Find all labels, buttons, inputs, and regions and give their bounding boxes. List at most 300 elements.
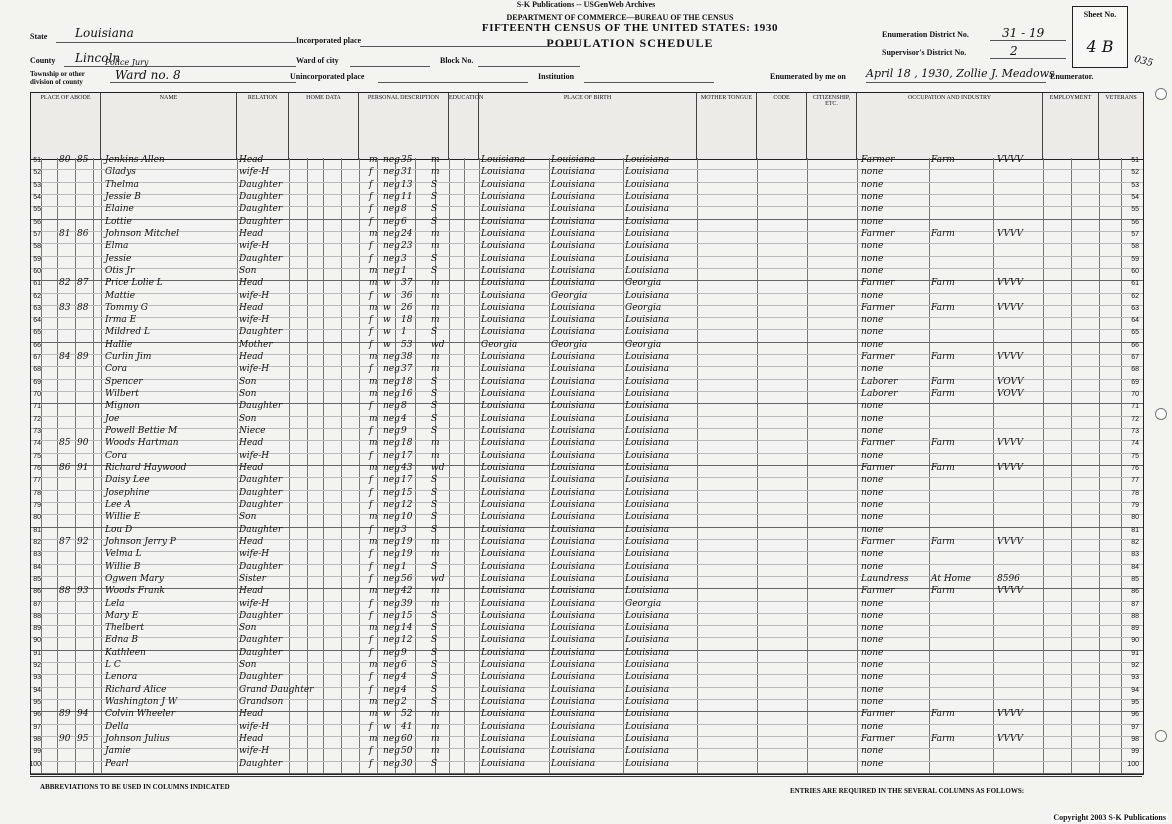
cell-pob: Louisiana xyxy=(481,204,526,215)
line-number: 54 xyxy=(33,193,41,201)
cell-pobm: Louisiana xyxy=(625,265,670,276)
col-citizenship: CITIZENSHIP, ETC. xyxy=(807,93,857,159)
cell-race: neg xyxy=(383,536,400,547)
cell-pobm: Louisiana xyxy=(625,228,670,239)
cell-pobm: Georgia xyxy=(625,278,662,289)
cell-name: Cora xyxy=(105,450,127,461)
cell-pobm: Louisiana xyxy=(625,635,670,646)
cell-pobm: Louisiana xyxy=(625,389,670,400)
cell-pob: Louisiana xyxy=(481,265,526,276)
cell-occ: none xyxy=(861,549,884,560)
cell-age: 43 xyxy=(401,463,413,473)
cell-ms: S xyxy=(431,758,438,769)
cell-ms: S xyxy=(431,512,438,523)
line-number-right: 71 xyxy=(1131,403,1139,411)
cell-ms: S xyxy=(431,265,438,276)
cell-occ: none xyxy=(861,339,884,350)
institution-label: Institution xyxy=(538,72,575,81)
cell-sex: m xyxy=(369,709,378,720)
line-number: 86 xyxy=(33,588,41,596)
cell-ms: S xyxy=(431,684,438,695)
cell-ms: S xyxy=(431,561,438,572)
cell-ind: Farm xyxy=(931,228,955,239)
line-number-right: 62 xyxy=(1131,292,1139,300)
cell-rel: Daughter xyxy=(239,610,283,621)
cell-name: Irma E xyxy=(105,315,137,326)
cell-ms: m xyxy=(431,302,440,313)
cell-occ: none xyxy=(861,524,884,535)
cell-race: neg xyxy=(383,512,400,523)
cell-rel: Head xyxy=(239,278,264,289)
cell-fam: 92 xyxy=(77,536,89,547)
cell-pobm: Louisiana xyxy=(625,315,670,326)
cell-ms: S xyxy=(431,413,438,424)
col-veterans: VETERANS xyxy=(1105,95,1137,101)
cell-rel: wife-H xyxy=(239,364,270,375)
line-number-right: 61 xyxy=(1131,280,1139,288)
line-number: 56 xyxy=(33,218,41,226)
cell-age: 1 xyxy=(401,561,407,572)
cell-ms: m xyxy=(431,228,440,239)
cell-pobf: Louisiana xyxy=(551,746,596,757)
cell-race: neg xyxy=(383,746,400,757)
cell-name: Johnson Jerry P xyxy=(105,536,176,547)
cell-age: 53 xyxy=(401,339,413,350)
enumerator-label: Enumerator. xyxy=(1050,72,1094,81)
cell-race: neg xyxy=(383,364,400,375)
cell-race: w xyxy=(383,709,391,720)
cell-rel: wife-H xyxy=(239,450,270,461)
cell-race: neg xyxy=(383,487,400,498)
cell-ms: S xyxy=(431,697,438,708)
cell-pob: Louisiana xyxy=(481,389,526,400)
cell-ms: S xyxy=(431,487,438,498)
line-number: 66 xyxy=(33,341,41,349)
cell-race: neg xyxy=(383,155,400,165)
cell-sex: f xyxy=(369,450,373,461)
entries-note: ENTRIES ARE REQUIRED IN THE SEVERAL COLUMNS AS FOLLOWS: xyxy=(790,787,1025,795)
cell-race: neg xyxy=(383,438,400,449)
cell-age: 8 xyxy=(401,204,407,215)
cell-occ: none xyxy=(861,204,884,215)
line-number: 51 xyxy=(33,157,41,164)
cell-pobm: Louisiana xyxy=(625,450,670,461)
cell-race: neg xyxy=(383,758,400,769)
enum-district-value: 31 - 19 xyxy=(1002,26,1045,40)
cell-pobm: Louisiana xyxy=(625,413,670,424)
cell-age: 9 xyxy=(401,647,407,658)
cell-sex: f xyxy=(369,549,373,560)
cell-race: neg xyxy=(383,216,400,227)
cell-pob: Louisiana xyxy=(481,463,526,473)
incorporated-label: Incorporated place xyxy=(296,36,362,45)
cell-code: VVVV xyxy=(997,734,1023,745)
cell-age: 16 xyxy=(401,389,413,400)
cell-ms: S xyxy=(431,253,438,264)
line-number: 92 xyxy=(33,662,41,670)
cell-fam: 91 xyxy=(77,463,89,473)
cell-rel: Head xyxy=(239,302,264,313)
cell-dw: 85 xyxy=(59,438,71,449)
cell-occ: Farmer xyxy=(861,536,895,547)
binding-hole-top xyxy=(1155,88,1167,100)
binding-hole-middle xyxy=(1155,408,1167,420)
cell-ind: Farm xyxy=(931,302,955,313)
cell-pobf: Louisiana xyxy=(551,364,596,375)
line-number-right: 86 xyxy=(1131,588,1139,596)
cell-pob: Louisiana xyxy=(481,426,526,437)
cell-rel: Daughter xyxy=(239,524,283,535)
cell-code: VOVV xyxy=(997,376,1024,387)
cell-name: Lottie xyxy=(105,216,132,227)
line-number: 80 xyxy=(33,514,41,522)
cell-rel: Head xyxy=(239,536,264,547)
line-number-right: 73 xyxy=(1131,428,1139,436)
cell-pobf: Georgia xyxy=(551,290,588,301)
cell-sex: m xyxy=(369,438,378,449)
cell-age: 13 xyxy=(401,179,413,190)
line-number-right: 94 xyxy=(1131,686,1139,694)
cell-pobf: Louisiana xyxy=(551,549,596,560)
cell-ms: S xyxy=(431,376,438,387)
cell-age: 4 xyxy=(401,672,407,683)
cell-pob: Louisiana xyxy=(481,315,526,326)
cell-rel: wife-H xyxy=(239,315,270,326)
cell-name: L C xyxy=(105,660,121,671)
cell-pob: Louisiana xyxy=(481,401,526,412)
cell-ind: Farm xyxy=(931,155,955,165)
cell-rel: wife-H xyxy=(239,549,270,560)
cell-sex: f xyxy=(369,721,373,732)
cell-name: Ogwen Mary xyxy=(105,573,164,584)
cell-ms: wd xyxy=(431,463,445,473)
line-number: 53 xyxy=(33,181,41,189)
cell-pob: Louisiana xyxy=(481,155,526,165)
cell-ms: m xyxy=(431,278,440,289)
line-number-right: 98 xyxy=(1131,736,1139,744)
sheet-number-box xyxy=(1072,6,1128,68)
col-employment: EMPLOYMENT xyxy=(1043,93,1099,159)
line-number-right: 99 xyxy=(1131,748,1139,756)
cell-ms: S xyxy=(431,647,438,658)
cell-age: 39 xyxy=(401,598,413,609)
cell-occ: none xyxy=(861,697,884,708)
cell-race: neg xyxy=(383,167,400,178)
cell-pobm: Louisiana xyxy=(625,561,670,572)
cell-pobm: Louisiana xyxy=(625,647,670,658)
line-number: 57 xyxy=(33,230,41,238)
cell-pobm: Louisiana xyxy=(625,376,670,387)
cell-rel: Head xyxy=(239,463,264,473)
cell-name: Mildred L xyxy=(105,327,150,338)
cell-rel: wife-H xyxy=(239,721,270,732)
cell-sex: f xyxy=(369,426,373,437)
census-title: FIFTEENTH CENSUS OF THE UNITED STATES: 1930 xyxy=(481,22,779,34)
cell-ms: S xyxy=(431,623,438,634)
cell-pob: Louisiana xyxy=(481,376,526,387)
cell-pobm: Louisiana xyxy=(625,758,670,769)
abbreviations-title: ABBREVIATIONS TO BE USED IN COLUMNS INDICATED xyxy=(40,783,230,791)
cell-ms: m xyxy=(431,450,440,461)
cell-ms: S xyxy=(431,499,438,510)
line-number: 64 xyxy=(33,317,41,325)
line-number-right: 89 xyxy=(1131,625,1139,633)
cell-occ: none xyxy=(861,253,884,264)
cell-ms: S xyxy=(431,610,438,621)
cell-pobf: Georgia xyxy=(551,339,588,350)
cell-sex: f xyxy=(369,315,373,326)
cell-pobm: Louisiana xyxy=(625,155,670,165)
cell-pobm: Louisiana xyxy=(625,709,670,720)
cell-race: w xyxy=(383,302,391,313)
cell-name: Elaine xyxy=(105,204,134,215)
line-number-right: 87 xyxy=(1131,600,1139,608)
cell-occ: none xyxy=(861,364,884,375)
cell-ind: Farm xyxy=(931,536,955,547)
cell-name: Pearl xyxy=(105,758,129,769)
cell-fam: 88 xyxy=(77,302,89,313)
cell-race: neg xyxy=(383,647,400,658)
cell-pob: Louisiana xyxy=(481,327,526,338)
cell-code: VVVV xyxy=(997,228,1023,239)
cell-occ: Farmer xyxy=(861,155,895,165)
line-number: 95 xyxy=(33,699,41,707)
cell-race: neg xyxy=(383,549,400,560)
cell-age: 1 xyxy=(401,327,407,338)
line-number-right: 56 xyxy=(1131,218,1139,226)
col-relation: RELATION xyxy=(237,93,289,159)
line-number: 85 xyxy=(33,575,41,583)
cell-occ: Farmer xyxy=(861,278,895,289)
cell-race: neg xyxy=(383,241,400,252)
cell-age: 1 xyxy=(401,265,407,276)
line-number: 71 xyxy=(33,403,41,411)
cell-pob: Louisiana xyxy=(481,549,526,560)
cell-name: Colvin Wheeler xyxy=(105,709,176,720)
cell-rel: Son xyxy=(239,660,257,671)
cell-fam: 86 xyxy=(77,228,89,239)
cell-pobm: Louisiana xyxy=(625,623,670,634)
sheet-value: 4 B xyxy=(1086,37,1114,56)
cell-age: 31 xyxy=(401,167,413,178)
cell-pobm: Louisiana xyxy=(625,426,670,437)
cell-pobf: Louisiana xyxy=(551,204,596,215)
cell-sex: m xyxy=(369,697,378,708)
cell-occ: none xyxy=(861,290,884,301)
cell-pob: Louisiana xyxy=(481,499,526,510)
cell-sex: f xyxy=(369,524,373,535)
cell-name: Mignon xyxy=(105,401,140,412)
cell-name: Willie B xyxy=(105,561,141,572)
line-number-right: 76 xyxy=(1131,465,1139,472)
cell-occ: Farmer xyxy=(861,709,895,720)
cell-age: 6 xyxy=(401,660,407,671)
cell-name: Jessie B xyxy=(105,191,141,202)
table-row xyxy=(29,758,1143,774)
cell-code: VVVV xyxy=(997,463,1023,473)
cell-sex: f xyxy=(369,167,373,178)
cell-rel: Daughter xyxy=(239,191,283,202)
cell-pob: Louisiana xyxy=(481,610,526,621)
cell-ms: m xyxy=(431,241,440,252)
cell-rel: Head xyxy=(239,438,264,449)
enumerated-value: April 18 , 1930, Zollie J. Meadows xyxy=(866,67,1055,80)
cell-dw: 80 xyxy=(59,155,71,165)
cell-pobm: Louisiana xyxy=(625,241,670,252)
cell-ind: Farm xyxy=(931,734,955,745)
line-number: 60 xyxy=(33,267,41,275)
cell-race: neg xyxy=(383,389,400,400)
cell-sex: m xyxy=(369,586,378,597)
cell-pobf: Louisiana xyxy=(551,635,596,646)
cell-name: Jamie xyxy=(105,746,131,757)
cell-sex: f xyxy=(369,598,373,609)
cell-pobf: Louisiana xyxy=(551,684,596,695)
line-number-right: 58 xyxy=(1131,243,1139,251)
cell-name: Daisy Lee xyxy=(105,475,150,486)
cell-occ: none xyxy=(861,610,884,621)
cell-age: 17 xyxy=(401,475,413,486)
cell-pob: Louisiana xyxy=(481,721,526,732)
cell-dw: 83 xyxy=(59,302,71,313)
cell-ms: S xyxy=(431,327,438,338)
line-number-right: 78 xyxy=(1131,489,1139,497)
cell-ind: At Home xyxy=(931,573,971,584)
line-number-right: 82 xyxy=(1131,538,1139,546)
cell-sex: f xyxy=(369,573,373,584)
line-number-right: 88 xyxy=(1131,612,1139,620)
cell-sex: f xyxy=(369,179,373,190)
cell-name: Gladys xyxy=(105,167,136,178)
line-number-right: 91 xyxy=(1131,649,1139,657)
cell-pobm: Louisiana xyxy=(625,204,670,215)
cell-pobm: Louisiana xyxy=(625,536,670,547)
cell-age: 14 xyxy=(401,623,413,634)
cell-race: w xyxy=(383,721,391,732)
cell-pobm: Louisiana xyxy=(625,549,670,560)
cell-pobm: Louisiana xyxy=(625,586,670,597)
cell-code: 8596 xyxy=(997,573,1020,584)
cell-pobm: Louisiana xyxy=(625,721,670,732)
cell-occ: Farmer xyxy=(861,352,895,363)
cell-dw: 87 xyxy=(59,536,71,547)
cell-name: Velma L xyxy=(105,549,142,560)
line-number-right: 75 xyxy=(1131,452,1139,460)
cell-pobf: Louisiana xyxy=(551,315,596,326)
sheet-label: Sheet No. xyxy=(1083,10,1117,19)
line-number-right: 85 xyxy=(1131,575,1139,583)
cell-sex: f xyxy=(369,635,373,646)
cell-pobm: Louisiana xyxy=(625,524,670,535)
cell-code: VVVV xyxy=(997,352,1023,363)
cell-race: neg xyxy=(383,672,400,683)
cell-sex: m xyxy=(369,512,378,523)
cell-rel: Daughter xyxy=(239,327,283,338)
cell-race: neg xyxy=(383,697,400,708)
cell-age: 35 xyxy=(401,155,413,165)
cell-sex: f xyxy=(369,364,373,375)
cell-pobf: Louisiana xyxy=(551,438,596,449)
col-occupation: OCCUPATION AND INDUSTRY xyxy=(857,93,1043,159)
line-number: 91 xyxy=(33,649,41,657)
cell-rel: Head xyxy=(239,709,264,720)
cell-sex: m xyxy=(369,623,378,634)
line-number: 62 xyxy=(33,292,41,300)
cell-race: neg xyxy=(383,179,400,190)
line-number-right: 77 xyxy=(1131,477,1139,485)
cell-dw: 81 xyxy=(59,228,71,239)
cell-pob: Louisiana xyxy=(481,179,526,190)
cell-pobm: Louisiana xyxy=(625,463,670,473)
col-personal-description: PERSONAL DESCRIPTION xyxy=(359,93,449,159)
cell-name: Johnson Mitchel xyxy=(105,228,180,239)
cell-race: w xyxy=(383,278,391,289)
cell-ind: Farm xyxy=(931,463,955,473)
cell-race: neg xyxy=(383,561,400,572)
cell-occ: none xyxy=(861,746,884,757)
cell-ms: m xyxy=(431,746,440,757)
cell-sex: m xyxy=(369,413,378,424)
cell-pobf: Louisiana xyxy=(551,389,596,400)
cell-pobf: Louisiana xyxy=(551,278,596,289)
cell-occ: none xyxy=(861,241,884,252)
line-number-right: 54 xyxy=(1131,193,1139,201)
cell-race: neg xyxy=(383,401,400,412)
cell-pobm: Georgia xyxy=(625,598,662,609)
cell-ms: m xyxy=(431,734,440,745)
cell-pob: Louisiana xyxy=(481,438,526,449)
cell-rel: wife-H xyxy=(239,746,270,757)
cell-occ: Farmer xyxy=(861,438,895,449)
cell-age: 15 xyxy=(401,610,413,621)
cell-pobm: Louisiana xyxy=(625,475,670,486)
cell-ms: S xyxy=(431,524,438,535)
line-number: 89 xyxy=(33,625,41,633)
cell-pobm: Louisiana xyxy=(625,191,670,202)
cell-age: 17 xyxy=(401,450,413,461)
cell-age: 60 xyxy=(401,734,413,745)
line-number-right: 60 xyxy=(1131,267,1139,275)
cell-name: Tommy G xyxy=(105,302,148,313)
cell-occ: none xyxy=(861,315,884,326)
cell-pobf: Louisiana xyxy=(551,426,596,437)
ward-label: Ward of city xyxy=(296,56,339,65)
cell-age: 52 xyxy=(401,709,413,720)
cell-ms: m xyxy=(431,438,440,449)
cell-age: 11 xyxy=(401,191,413,202)
cell-sex: m xyxy=(369,536,378,547)
cell-pob: Louisiana xyxy=(481,586,526,597)
cell-race: neg xyxy=(383,228,400,239)
cell-age: 4 xyxy=(401,684,407,695)
cell-ms: S xyxy=(431,389,438,400)
cell-pobm: Louisiana xyxy=(625,438,670,449)
cell-pob: Louisiana xyxy=(481,191,526,202)
cell-rel: Head xyxy=(239,155,264,165)
cell-sex: f xyxy=(369,191,373,202)
cell-pobf: Louisiana xyxy=(551,487,596,498)
line-number-right: 97 xyxy=(1131,723,1139,731)
cell-dw: 82 xyxy=(59,278,71,289)
supervisor-value: 2 xyxy=(1010,44,1018,58)
cell-race: neg xyxy=(383,191,400,202)
cell-occ: none xyxy=(861,499,884,510)
cell-code: VVVV xyxy=(997,155,1023,165)
cell-name: Willie E xyxy=(105,512,141,523)
cell-occ: none xyxy=(861,327,884,338)
cell-occ: Laborer xyxy=(861,389,898,400)
cell-pobf: Louisiana xyxy=(551,167,596,178)
